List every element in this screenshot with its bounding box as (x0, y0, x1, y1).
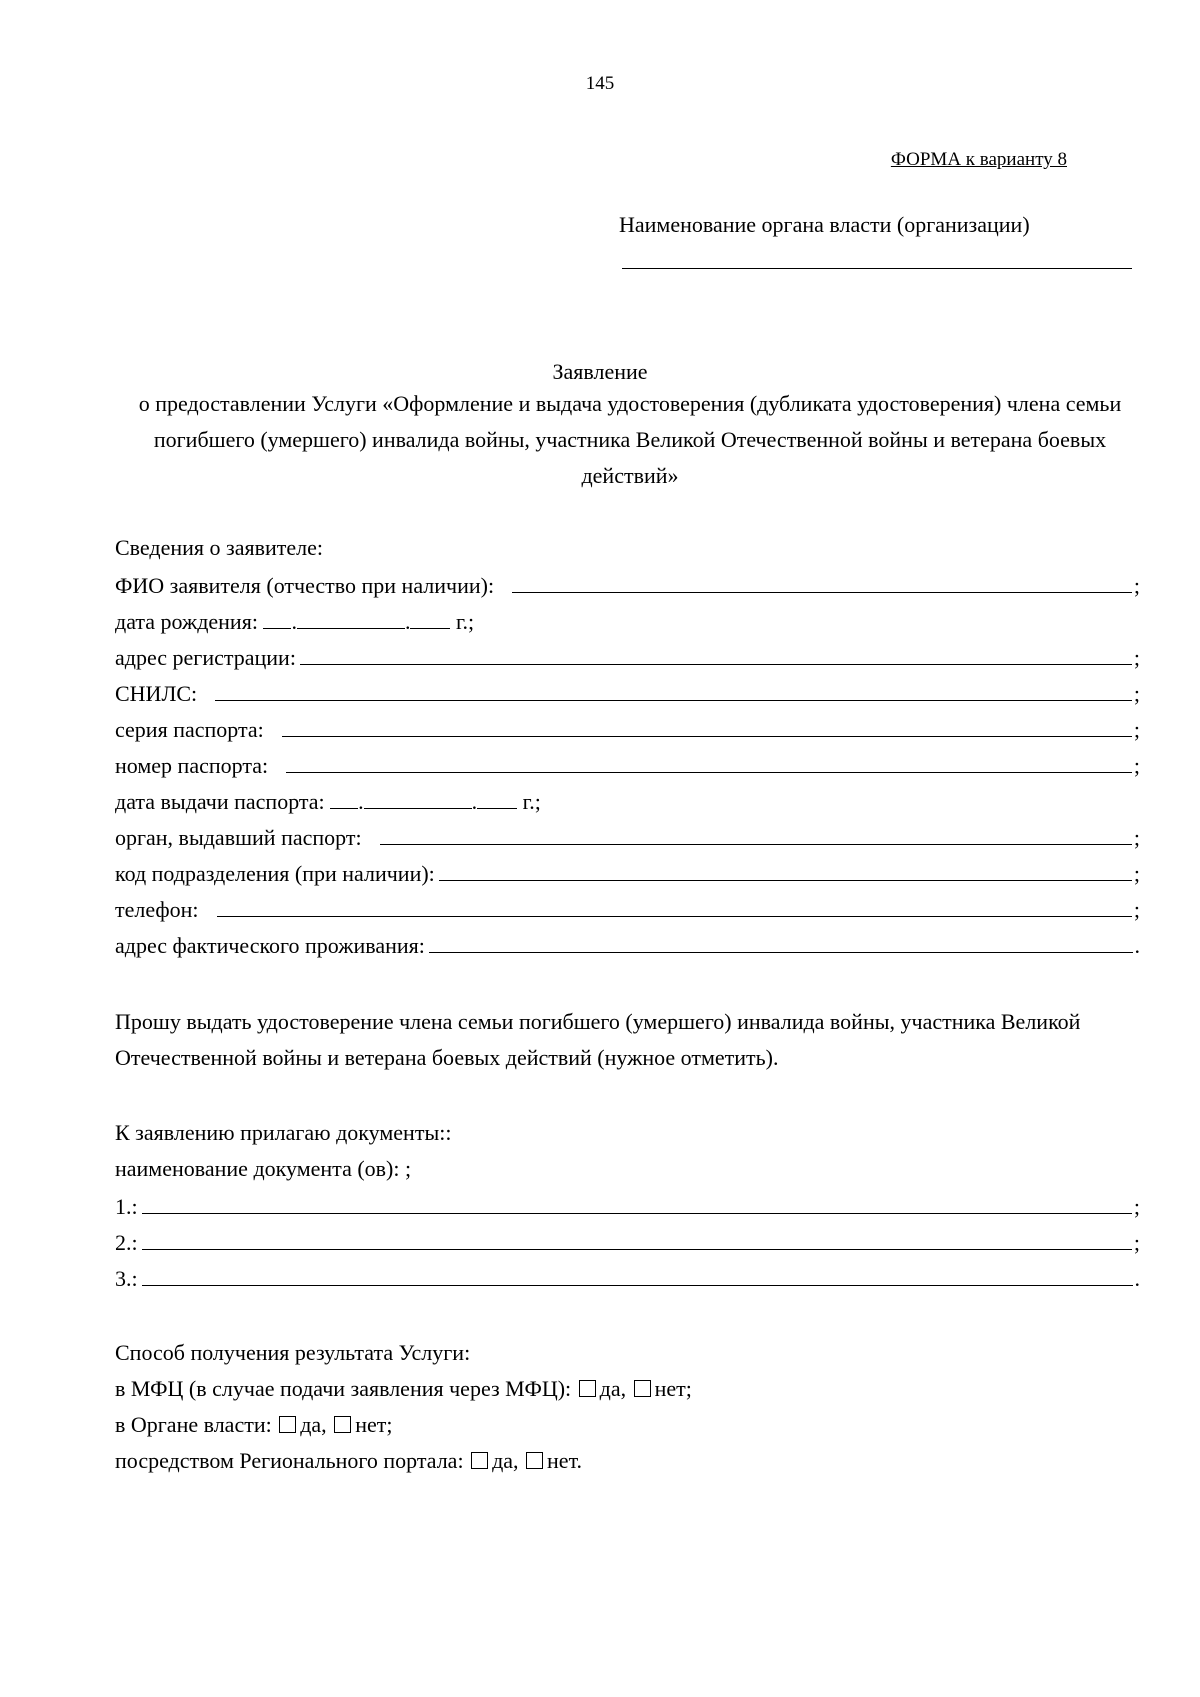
birth-month-field[interactable] (297, 628, 405, 629)
reg-address-row (115, 636, 1140, 672)
passport-month-field[interactable] (364, 808, 472, 809)
actual-address-field[interactable] (429, 952, 1133, 953)
fio-terminator: ; (1133, 573, 1140, 598)
passport-series-label: серия паспорта: (115, 717, 264, 742)
authority-no-checkbox[interactable] (334, 1416, 351, 1433)
mfc-yes-checkbox[interactable] (579, 1380, 596, 1397)
page-number: 145 (585, 73, 615, 94)
delivery-authority-row (115, 1411, 392, 1439)
actual-address-terminator: . (1134, 933, 1140, 958)
mfc-yes-label: да, (599, 1376, 627, 1401)
division-code-field[interactable] (439, 880, 1132, 881)
reg-address-terminator: ; (1133, 645, 1140, 670)
passport-date-dot-1: . (358, 789, 364, 814)
document-3-label: 3.: (115, 1266, 138, 1291)
passport-number-terminator: ; (1133, 753, 1140, 778)
passport-day-field[interactable] (330, 808, 358, 809)
passport-number-label: номер паспорта: (115, 753, 269, 778)
portal-no-label: нет. (547, 1448, 583, 1473)
authority-name-label: Наименование органа власти (организации) (619, 212, 1030, 237)
document-1-terminator: ; (1133, 1194, 1140, 1219)
document-2-field[interactable] (142, 1249, 1132, 1250)
document-1-field[interactable] (142, 1213, 1132, 1214)
authority-no-label: нет; (355, 1412, 393, 1437)
portal-yes-label: да, (492, 1448, 519, 1473)
delivery-mfc-label: в МФЦ (в случае подачи заявления через МФЦ): (115, 1376, 572, 1401)
passport-date-year-suffix: г.; (522, 789, 541, 814)
documents-heading: К заявлению прилагаю документы:: (115, 1120, 452, 1145)
reg-address-label: адрес регистрации: (115, 645, 296, 670)
snils-field[interactable] (215, 700, 1132, 701)
passport-date-label: дата выдачи паспорта: (115, 789, 325, 814)
birth-year-field[interactable] (410, 628, 450, 629)
portal-yes-checkbox[interactable] (471, 1452, 488, 1469)
reg-address-field[interactable] (300, 664, 1132, 665)
snils-row (115, 672, 1140, 708)
passport-issuer-row (115, 816, 1140, 852)
passport-number-row (115, 744, 1140, 780)
birth-date-dot-2: . (404, 609, 411, 634)
mfc-no-label: нет; (654, 1376, 692, 1401)
snils-terminator: ; (1133, 681, 1140, 706)
delivery-portal-label: посредством Регионального портала: (115, 1448, 464, 1473)
document-subtitle: о предоставлении Услуги «Оформление и выдача удостоверения (дубликата удостоверения) члена семьи погибшего (умершего) инвалида войны, участника Великой Отечественной войны и ветерана боевых действий» (138, 391, 1122, 488)
portal-no-checkbox[interactable] (526, 1452, 543, 1469)
delivery-heading: Способ получения результата Услуги: (115, 1340, 471, 1365)
delivery-portal-row (115, 1447, 582, 1475)
birth-date-dot-1: . (291, 609, 297, 634)
birth-day-field[interactable] (263, 628, 291, 629)
document-2-terminator: ; (1133, 1230, 1140, 1255)
authority-name-field[interactable] (622, 268, 1132, 269)
document-3-field[interactable] (142, 1285, 1133, 1286)
applicant-heading: Сведения о заявителе: (115, 535, 324, 560)
actual-address-row (115, 924, 1140, 960)
birth-date-row (115, 600, 474, 636)
authority-yes-checkbox[interactable] (279, 1416, 296, 1433)
document-title: Заявление (552, 359, 648, 384)
passport-issuer-terminator: ; (1133, 825, 1140, 850)
document-name-label: наименование документа (ов): ; (115, 1156, 412, 1181)
document-row-3 (115, 1257, 1140, 1293)
passport-issuer-label: орган, выдавший паспорт: (115, 825, 362, 850)
birth-date-label: дата рождения: (115, 609, 258, 634)
passport-year-field[interactable] (477, 808, 517, 809)
phone-field[interactable] (217, 916, 1132, 917)
phone-row (115, 888, 1140, 924)
division-code-label: код подразделения (при наличии): (115, 861, 435, 886)
fio-row (115, 564, 1140, 600)
passport-series-field[interactable] (282, 736, 1132, 737)
document-2-label: 2.: (115, 1230, 138, 1255)
actual-address-label: адрес фактического проживания: (115, 933, 425, 958)
division-code-row (115, 852, 1140, 888)
passport-number-field[interactable] (286, 772, 1132, 773)
delivery-authority-label: в Органе власти: (115, 1412, 272, 1437)
fio-field[interactable] (512, 592, 1132, 593)
document-3-terminator: . (1134, 1266, 1140, 1291)
authority-yes-label: да, (300, 1412, 327, 1437)
passport-series-terminator: ; (1133, 717, 1140, 742)
fio-label: ФИО заявителя (отчество при наличии): (115, 573, 495, 598)
form-reference: ФОРМА к варианту 8 (890, 149, 1067, 170)
phone-terminator: ; (1133, 897, 1140, 922)
passport-date-row (115, 780, 541, 816)
snils-label: СНИЛС: (115, 681, 198, 706)
request-text: Прошу выдать удостоверение члена семьи погибшего (умершего) инвалида войны, участника Великой Отечественной войны и ветерана боевых действий (нужное отметить). (115, 1009, 1081, 1070)
delivery-mfc-row (115, 1375, 692, 1403)
document-row-2 (115, 1221, 1140, 1257)
document-1-label: 1.: (115, 1194, 138, 1219)
division-code-terminator: ; (1133, 861, 1140, 886)
phone-label: телефон: (115, 897, 199, 922)
passport-date-dot-2: . (471, 789, 478, 814)
birth-date-year-suffix: г.; (455, 609, 475, 634)
passport-series-row (115, 708, 1140, 744)
document-row-1 (115, 1185, 1140, 1221)
passport-issuer-field[interactable] (380, 844, 1132, 845)
mfc-no-checkbox[interactable] (634, 1380, 651, 1397)
